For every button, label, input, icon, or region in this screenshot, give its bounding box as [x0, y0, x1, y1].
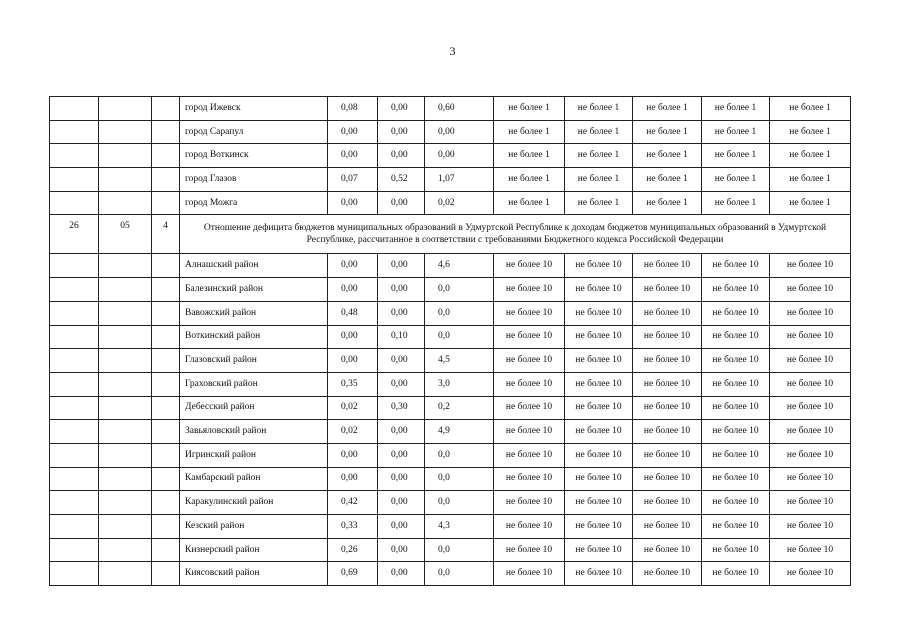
- value-1: 0,00: [328, 467, 378, 491]
- limit-value: не более 1: [702, 191, 770, 215]
- municipality-name: Каракулинский район: [180, 491, 328, 515]
- row-code-2: [99, 467, 152, 491]
- row-code-1: [50, 562, 99, 586]
- limit-value: не более 10: [770, 254, 851, 278]
- row-code-1: [50, 515, 99, 539]
- value-3: 0,0: [425, 538, 494, 562]
- limit-value: не более 10: [633, 443, 702, 467]
- limit-value: не более 10: [565, 420, 633, 444]
- limit-value: не более 10: [633, 349, 702, 373]
- municipality-name: Алнашский район: [180, 254, 328, 278]
- row-code-1: [50, 97, 99, 121]
- row-code-3: [152, 372, 180, 396]
- limit-value: не более 10: [565, 278, 633, 302]
- row-code-2: [99, 562, 152, 586]
- row-code-3: [152, 191, 180, 215]
- limit-value: не более 10: [565, 491, 633, 515]
- row-code-3: [152, 144, 180, 168]
- municipality-name: Балезинский район: [180, 278, 328, 302]
- limit-value: не более 10: [702, 278, 770, 302]
- limit-value: не более 10: [770, 467, 851, 491]
- row-code-2: [99, 325, 152, 349]
- limit-value: не более 1: [633, 168, 702, 192]
- limit-value: не более 1: [494, 120, 565, 144]
- value-2: 0,00: [378, 349, 425, 373]
- value-3: 0,2: [425, 396, 494, 420]
- municipality-name: Вавожский район: [180, 301, 328, 325]
- value-2: 0,00: [378, 562, 425, 586]
- limit-value: не более 10: [770, 538, 851, 562]
- value-3: 4,9: [425, 420, 494, 444]
- limit-value: не более 1: [565, 97, 633, 121]
- limit-value: не более 10: [565, 562, 633, 586]
- row-code-1: [50, 491, 99, 515]
- value-3: 4,3: [425, 515, 494, 539]
- limit-value: не более 10: [633, 396, 702, 420]
- limit-value: не более 10: [702, 349, 770, 373]
- row-code-2: [99, 120, 152, 144]
- table-row: [50, 254, 851, 278]
- value-3: 1,07: [425, 168, 494, 192]
- row-code-3: [152, 349, 180, 373]
- value-1: 0,00: [328, 144, 378, 168]
- value-1: 0,00: [328, 443, 378, 467]
- row-code-2: [99, 301, 152, 325]
- section-title: Отношение дефицита бюджетов муниципальных образований в Удмуртской Республике к доходам бюджетов муниципальных образований в Удмуртской Республике, рассчитанное в соответствии с требованиями Бюджетного кодекса Российской Федерации: [180, 215, 851, 254]
- limit-value: не более 10: [702, 301, 770, 325]
- limit-value: не более 10: [770, 420, 851, 444]
- value-2: 0,00: [378, 491, 425, 515]
- limit-value: не более 10: [565, 443, 633, 467]
- row-code-1: [50, 372, 99, 396]
- limit-value: не более 10: [702, 515, 770, 539]
- row-code-2: [99, 349, 152, 373]
- limit-value: не более 10: [633, 467, 702, 491]
- limit-value: не более 10: [770, 301, 851, 325]
- value-1: 0,26: [328, 538, 378, 562]
- limit-value: не более 1: [702, 120, 770, 144]
- municipality-name: Кезский район: [180, 515, 328, 539]
- value-1: 0,08: [328, 97, 378, 121]
- row-code-2: [99, 278, 152, 302]
- value-2: 0,00: [378, 467, 425, 491]
- row-code-1: [50, 301, 99, 325]
- table-row: [50, 120, 851, 144]
- row-code-3: [152, 420, 180, 444]
- limit-value: не более 10: [633, 325, 702, 349]
- limit-value: не более 1: [494, 144, 565, 168]
- value-3: 0,0: [425, 467, 494, 491]
- limit-value: не более 10: [770, 491, 851, 515]
- limit-value: не более 10: [494, 254, 565, 278]
- row-code-2: [99, 254, 152, 278]
- table-row: [50, 538, 851, 562]
- limit-value: не более 10: [494, 515, 565, 539]
- row-code-2: [99, 420, 152, 444]
- value-2: 0,00: [378, 97, 425, 121]
- limit-value: не более 10: [494, 443, 565, 467]
- limit-value: не более 10: [633, 372, 702, 396]
- limit-value: не более 1: [565, 191, 633, 215]
- value-1: 0,48: [328, 301, 378, 325]
- limit-value: не более 10: [565, 301, 633, 325]
- limit-value: не более 1: [702, 97, 770, 121]
- limit-value: не более 10: [494, 372, 565, 396]
- value-1: 0,00: [328, 120, 378, 144]
- limit-value: не более 10: [494, 491, 565, 515]
- limit-value: не более 10: [702, 325, 770, 349]
- municipality-name: Игринский район: [180, 443, 328, 467]
- limit-value: не более 10: [565, 467, 633, 491]
- limit-value: не более 10: [770, 349, 851, 373]
- limit-value: не более 10: [494, 278, 565, 302]
- row-code-2: [99, 144, 152, 168]
- row-code-3: [152, 254, 180, 278]
- value-3: 3,0: [425, 372, 494, 396]
- table-row: [50, 325, 851, 349]
- row-code-2: [99, 491, 152, 515]
- limit-value: не более 10: [633, 515, 702, 539]
- row-code-1: [50, 120, 99, 144]
- municipality-name: город Сарапул: [180, 120, 328, 144]
- limit-value: не более 10: [702, 538, 770, 562]
- limit-value: не более 1: [702, 168, 770, 192]
- table-row: [50, 562, 851, 586]
- value-1: 0,00: [328, 254, 378, 278]
- row-code-3: [152, 278, 180, 302]
- table-row: [50, 168, 851, 192]
- row-code-1: [50, 349, 99, 373]
- value-1: 0,00: [328, 278, 378, 302]
- row-code-1: [50, 254, 99, 278]
- table-row: [50, 443, 851, 467]
- limit-value: не более 10: [494, 562, 565, 586]
- limit-value: не более 10: [494, 349, 565, 373]
- row-code-1: [50, 168, 99, 192]
- limit-value: не более 10: [770, 325, 851, 349]
- municipality-name: Воткинский район: [180, 325, 328, 349]
- limit-value: не более 1: [770, 120, 851, 144]
- limit-value: не более 10: [565, 325, 633, 349]
- municipality-name: Граховский район: [180, 372, 328, 396]
- limit-value: не более 10: [494, 420, 565, 444]
- value-1: 0,02: [328, 396, 378, 420]
- table-row: [50, 420, 851, 444]
- value-2: 0,00: [378, 254, 425, 278]
- value-3: 0,00: [425, 120, 494, 144]
- limit-value: не более 10: [702, 562, 770, 586]
- municipality-name: город Можга: [180, 191, 328, 215]
- limit-value: не более 10: [565, 396, 633, 420]
- limit-value: не более 10: [702, 372, 770, 396]
- row-code-1: [50, 325, 99, 349]
- value-2: 0,00: [378, 372, 425, 396]
- limit-value: не более 1: [633, 97, 702, 121]
- section-code-2: 05: [99, 215, 152, 254]
- limit-value: не более 10: [702, 467, 770, 491]
- value-3: 0,0: [425, 443, 494, 467]
- limit-value: не более 10: [702, 396, 770, 420]
- limit-value: не более 10: [494, 325, 565, 349]
- limit-value: не более 1: [770, 191, 851, 215]
- limit-value: не более 10: [702, 254, 770, 278]
- municipality-name: Глазовский район: [180, 349, 328, 373]
- value-3: 0,0: [425, 301, 494, 325]
- row-code-1: [50, 191, 99, 215]
- value-2: 0,00: [378, 120, 425, 144]
- page-number: 3: [449, 44, 456, 58]
- value-1: 0,02: [328, 420, 378, 444]
- section-header-row: [50, 215, 851, 254]
- value-2: 0,00: [378, 443, 425, 467]
- value-3: 0,0: [425, 562, 494, 586]
- row-code-3: [152, 491, 180, 515]
- limit-value: не более 1: [494, 191, 565, 215]
- row-code-2: [99, 372, 152, 396]
- limit-value: не более 1: [770, 97, 851, 121]
- limit-value: не более 10: [770, 372, 851, 396]
- limit-value: не более 1: [702, 144, 770, 168]
- table-row: [50, 191, 851, 215]
- limit-value: не более 10: [770, 278, 851, 302]
- row-code-1: [50, 443, 99, 467]
- limit-value: не более 1: [565, 120, 633, 144]
- limit-value: не более 10: [633, 254, 702, 278]
- value-2: 0,00: [378, 538, 425, 562]
- limit-value: не более 10: [633, 491, 702, 515]
- limit-value: не более 10: [565, 254, 633, 278]
- value-1: 0,00: [328, 191, 378, 215]
- value-2: 0,10: [378, 325, 425, 349]
- row-code-1: [50, 278, 99, 302]
- limit-value: не более 10: [702, 491, 770, 515]
- limit-value: не более 1: [770, 144, 851, 168]
- limit-value: не более 10: [494, 467, 565, 491]
- row-code-1: [50, 396, 99, 420]
- limit-value: не более 10: [770, 396, 851, 420]
- row-code-1: [50, 420, 99, 444]
- limit-value: не более 10: [633, 278, 702, 302]
- municipality-name: Киясовский район: [180, 562, 328, 586]
- row-code-2: [99, 168, 152, 192]
- value-3: 0,00: [425, 144, 494, 168]
- row-code-3: [152, 538, 180, 562]
- value-2: 0,00: [378, 301, 425, 325]
- limit-value: не более 1: [633, 144, 702, 168]
- limit-value: не более 10: [633, 562, 702, 586]
- limit-value: не более 10: [494, 396, 565, 420]
- row-code-3: [152, 97, 180, 121]
- row-code-3: [152, 396, 180, 420]
- row-code-1: [50, 538, 99, 562]
- section-code-1: 26: [50, 215, 99, 254]
- limit-value: не более 10: [565, 349, 633, 373]
- row-code-3: [152, 301, 180, 325]
- row-code-2: [99, 396, 152, 420]
- limit-value: не более 10: [565, 538, 633, 562]
- table-row: [50, 301, 851, 325]
- row-code-3: [152, 120, 180, 144]
- table-row: [50, 491, 851, 515]
- row-code-3: [152, 562, 180, 586]
- municipality-name: город Ижевск: [180, 97, 328, 121]
- municipality-name: Кизнерский район: [180, 538, 328, 562]
- limit-value: не более 10: [494, 538, 565, 562]
- limit-value: не более 10: [770, 562, 851, 586]
- row-code-2: [99, 443, 152, 467]
- value-2: 0,00: [378, 144, 425, 168]
- table-row: [50, 278, 851, 302]
- limit-value: не более 10: [633, 420, 702, 444]
- row-code-2: [99, 515, 152, 539]
- table-row: [50, 144, 851, 168]
- value-3: 0,02: [425, 191, 494, 215]
- municipality-name: город Воткинск: [180, 144, 328, 168]
- limit-value: не более 10: [494, 301, 565, 325]
- value-1: 0,00: [328, 349, 378, 373]
- value-1: 0,07: [328, 168, 378, 192]
- section-code-3: 4: [152, 215, 180, 254]
- value-1: 0,00: [328, 325, 378, 349]
- table-row: [50, 467, 851, 491]
- limit-value: не более 1: [494, 97, 565, 121]
- limit-value: не более 1: [633, 191, 702, 215]
- limit-value: не более 1: [770, 168, 851, 192]
- value-2: 0,00: [378, 515, 425, 539]
- limit-value: не более 10: [702, 443, 770, 467]
- value-2: 0,00: [378, 191, 425, 215]
- value-3: 0,0: [425, 325, 494, 349]
- row-code-1: [50, 467, 99, 491]
- row-code-3: [152, 515, 180, 539]
- value-1: 0,35: [328, 372, 378, 396]
- value-2: 0,00: [378, 420, 425, 444]
- value-1: 0,33: [328, 515, 378, 539]
- limit-value: не более 10: [633, 538, 702, 562]
- table-row: [50, 349, 851, 373]
- table-row: [50, 515, 851, 539]
- table-row: [50, 97, 851, 121]
- limit-value: не более 1: [633, 120, 702, 144]
- value-1: 0,42: [328, 491, 378, 515]
- table-body: [50, 97, 851, 586]
- value-2: 0,30: [378, 396, 425, 420]
- indicators-table: [49, 96, 851, 586]
- value-3: 0,60: [425, 97, 494, 121]
- municipality-name: Дебесский район: [180, 396, 328, 420]
- value-1: 0,69: [328, 562, 378, 586]
- row-code-2: [99, 97, 152, 121]
- row-code-3: [152, 443, 180, 467]
- municipality-name: город Глазов: [180, 168, 328, 192]
- row-code-3: [152, 325, 180, 349]
- municipality-name: Завьяловский район: [180, 420, 328, 444]
- value-2: 0,00: [378, 278, 425, 302]
- limit-value: не более 1: [565, 168, 633, 192]
- value-3: 4,5: [425, 349, 494, 373]
- row-code-3: [152, 467, 180, 491]
- table-row: [50, 396, 851, 420]
- row-code-2: [99, 538, 152, 562]
- limit-value: не более 10: [565, 515, 633, 539]
- value-3: 4,6: [425, 254, 494, 278]
- limit-value: не более 1: [565, 144, 633, 168]
- municipality-name: Камбарский район: [180, 467, 328, 491]
- row-code-3: [152, 168, 180, 192]
- row-code-2: [99, 191, 152, 215]
- value-3: 0,0: [425, 278, 494, 302]
- limit-value: не более 10: [633, 301, 702, 325]
- value-2: 0,52: [378, 168, 425, 192]
- limit-value: не более 10: [565, 372, 633, 396]
- limit-value: не более 10: [702, 420, 770, 444]
- limit-value: не более 1: [494, 168, 565, 192]
- limit-value: не более 10: [770, 443, 851, 467]
- value-3: 0,0: [425, 491, 494, 515]
- limit-value: не более 10: [770, 515, 851, 539]
- table-row: [50, 372, 851, 396]
- row-code-1: [50, 144, 99, 168]
